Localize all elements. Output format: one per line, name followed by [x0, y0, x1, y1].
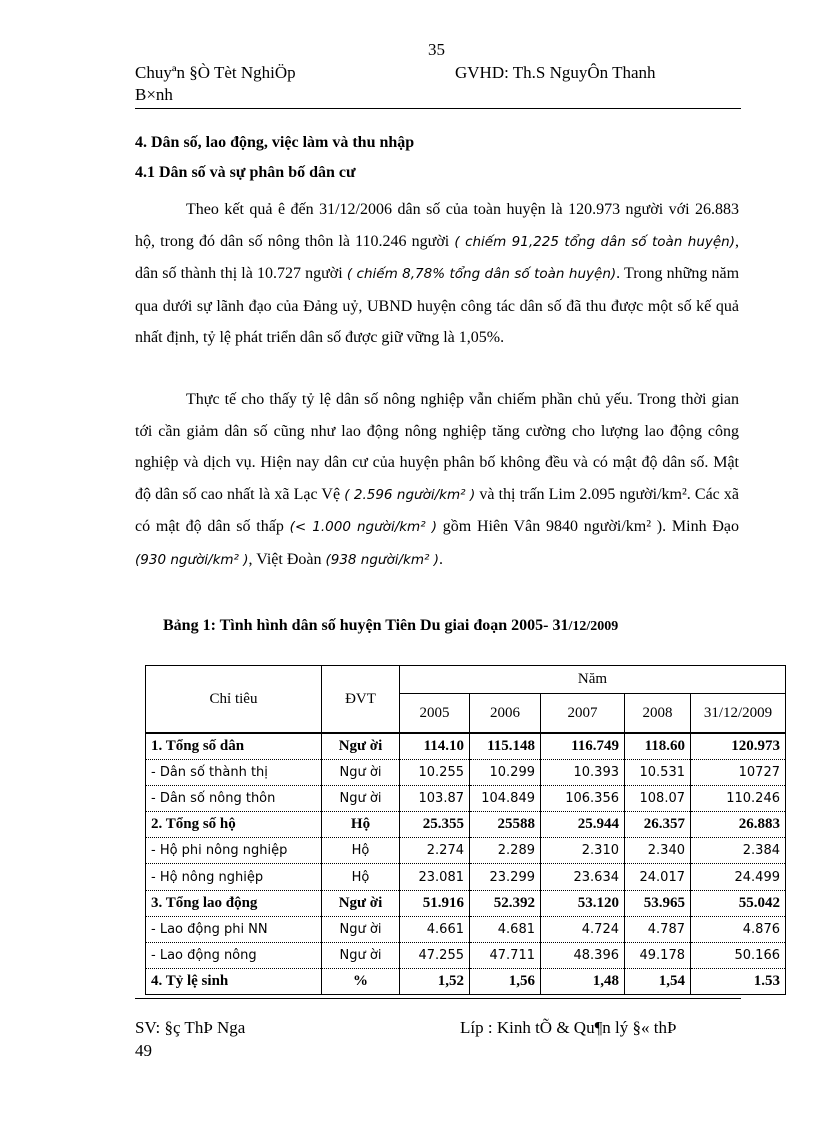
para1-italic-2: ( chiếm 8,78% tổng dân số toàn huyện)	[346, 266, 617, 282]
para1-text-2: , dân số thành thị là 10.727 người	[135, 232, 740, 282]
cell-value: 120.973	[691, 733, 786, 759]
para2-text-5: .	[438, 550, 443, 568]
cell-value: 23.081	[400, 864, 470, 890]
cell-value: 47.255	[400, 943, 470, 969]
table-row	[146, 943, 786, 969]
header-year: 2006	[470, 694, 541, 734]
cell-value: 106.356	[541, 785, 625, 811]
row-unit: %	[322, 969, 400, 995]
cell-value: 51.916	[400, 890, 470, 916]
cell-value: 10.531	[625, 759, 691, 785]
para2-text-1: Thực tế cho thấy tỷ lệ dân số nông nghiệp vẫn chiếm phần chủ yếu. Trong thời gian tới cần giảm dân số cũng như lao động nông nghiệp tăng cường cho lượng lao động công nghiệp và dịch vụ. Hiện nay dân cư của huyện phân bố không đều và có mật độ dân số. Mật độ dân số cao nhất là xã Lạc Vệ	[135, 391, 739, 503]
row-label: - Dân số nông thôn	[146, 785, 322, 811]
paragraph-population-density	[135, 384, 739, 576]
cell-value: 52.392	[470, 890, 541, 916]
header-indicator: Chỉ tiêu	[146, 666, 322, 734]
cell-value: 4.661	[400, 916, 470, 942]
cell-value: 4.787	[625, 916, 691, 942]
cell-value: 49.178	[625, 943, 691, 969]
para2-italic-1: ( 2.596 người/km² )	[344, 486, 476, 503]
row-unit: Hộ	[322, 864, 400, 890]
row-label: - Dân số thành thị	[146, 759, 322, 785]
header-year: 2005	[400, 694, 470, 734]
row-unit: Ngư ời	[322, 785, 400, 811]
row-label: - Hộ nông nghiệp	[146, 864, 322, 890]
para2-italic-2: (< 1.000 người/km² )	[289, 519, 437, 535]
cell-value: 23.299	[470, 864, 541, 890]
cell-value: 55.042	[691, 890, 786, 916]
table-row	[146, 838, 786, 864]
table-title	[163, 617, 618, 635]
cell-value: 26.883	[691, 812, 786, 838]
cell-value: 4.724	[541, 916, 625, 942]
cell-value: 115.148	[470, 733, 541, 759]
cell-value: 2.340	[625, 838, 691, 864]
table-title-tail: /12/2009	[568, 619, 619, 634]
para2-italic-4: (938 người/km² )	[325, 551, 439, 568]
cell-value: 1,48	[541, 969, 625, 995]
para2-text-4: , Việt Đoàn	[248, 550, 322, 568]
table-row	[146, 733, 786, 759]
table-row	[146, 759, 786, 785]
row-label: 3. Tổng lao động	[146, 890, 322, 916]
header-thesis-title: Chuyªn §Ò Tèt NghiÖp	[135, 63, 296, 82]
row-unit: Ngư ời	[322, 890, 400, 916]
cell-value: 23.634	[541, 864, 625, 890]
header-year: 31/12/2009	[691, 694, 786, 734]
footer-student: SV: §ç ThÞ Nga	[135, 1018, 246, 1037]
cell-value: 25.944	[541, 812, 625, 838]
population-table	[145, 665, 786, 995]
header-supervisor: GVHD: Th.S NguyÔn Thanh	[455, 63, 656, 82]
cell-value: 25.355	[400, 812, 470, 838]
cell-value: 2.310	[541, 838, 625, 864]
cell-value: 104.849	[470, 785, 541, 811]
cell-value: 25588	[470, 812, 541, 838]
row-label: 1. Tổng số dân	[146, 733, 322, 759]
cell-value: 1,52	[400, 969, 470, 995]
row-label: 4. Tỷ lệ sinh	[146, 969, 322, 995]
table-row	[146, 864, 786, 890]
para2-text-2: và thị trấn Lim 2.095 người/km². Các xã có mật độ dân số thấp	[135, 485, 739, 535]
cell-value: 47.711	[470, 943, 541, 969]
row-unit: Hộ	[322, 838, 400, 864]
cell-value: 24.017	[625, 864, 691, 890]
row-label: - Hộ phi nông nghiệp	[146, 838, 322, 864]
row-unit: Ngư ời	[322, 733, 400, 759]
row-unit: Ngư ời	[322, 759, 400, 785]
header-year: 2007	[541, 694, 625, 734]
header-unit: ĐVT	[322, 666, 400, 734]
table-row	[146, 812, 786, 838]
cell-value: 24.499	[691, 864, 786, 890]
row-label: 2. Tổng số hộ	[146, 812, 322, 838]
cell-value: 53.965	[625, 890, 691, 916]
subsection-heading: 4.1 Dân số và sự phân bố dân cư	[135, 164, 356, 181]
cell-value: 4.681	[470, 916, 541, 942]
cell-value: 2.384	[691, 838, 786, 864]
cell-value: 118.60	[625, 733, 691, 759]
cell-value: 116.749	[541, 733, 625, 759]
para1-text-1: Theo kết quả ê đến 31/12/2006 dân số của toàn huyện là 120.973 người với 26.883 hộ, trong đó dân số nông thôn là 110.246 người	[135, 201, 739, 250]
cell-value: 1,56	[470, 969, 541, 995]
footer-student-cont: 49	[135, 1041, 152, 1060]
para2-text-3: gồm Hiên Vân 9840 người/km² ). Minh Đạo	[442, 518, 740, 535]
cell-value: 2.274	[400, 838, 470, 864]
footer-rule	[135, 998, 741, 999]
cell-value: 110.246	[691, 785, 786, 811]
cell-value: 10727	[691, 759, 786, 785]
row-unit: Hộ	[322, 812, 400, 838]
cell-value: 103.87	[400, 785, 470, 811]
table-title-main: Bảng 1: Tình hình dân số huyện Tiên Du giai đoạn 2005- 31	[163, 617, 569, 634]
table-row	[146, 785, 786, 811]
cell-value: 10.299	[470, 759, 541, 785]
cell-value: 48.396	[541, 943, 625, 969]
cell-value: 2.289	[470, 838, 541, 864]
row-label: - Lao động phi NN	[146, 916, 322, 942]
row-unit: Ngư ời	[322, 916, 400, 942]
section-heading: 4. Dân số, lao động, việc làm và thu nhập	[135, 134, 415, 151]
header-year: 2008	[625, 694, 691, 734]
para2-italic-3: (930 người/km² )	[135, 551, 249, 568]
cell-value: 1.53	[691, 969, 786, 995]
cell-value: 50.166	[691, 943, 786, 969]
row-label: - Lao động nông	[146, 943, 322, 969]
para1-text-3: . Trong những năm qua dưới sự lãnh đạo của Đảng uỷ, UBND huyện công tác dân số đã thu được một số kế quả nhất định, tỷ lệ phát triển dân số được giữ vững là 1,05%.	[135, 265, 740, 346]
table-row	[146, 916, 786, 942]
cell-value: 114.10	[400, 733, 470, 759]
cell-value: 4.876	[691, 916, 786, 942]
header-rule	[135, 108, 741, 109]
row-unit: Ngư ời	[322, 943, 400, 969]
cell-value: 108.07	[625, 785, 691, 811]
paragraph-population-summary	[135, 194, 739, 354]
header-thesis-title-cont: B×nh	[135, 85, 173, 104]
header-year-group: Năm	[400, 666, 786, 694]
table-row	[146, 890, 786, 916]
cell-value: 10.255	[400, 759, 470, 785]
cell-value: 10.393	[541, 759, 625, 785]
cell-value: 26.357	[625, 812, 691, 838]
table-row	[146, 969, 786, 995]
para1-italic-1: ( chiếm 91,225 tổng dân số toàn huyện)	[454, 233, 736, 250]
cell-value: 53.120	[541, 890, 625, 916]
page-number: 35	[428, 40, 445, 59]
footer-class: Líp : Kinh tÕ & Qu¶n lý §« thÞ	[460, 1018, 677, 1037]
cell-value: 1,54	[625, 969, 691, 995]
